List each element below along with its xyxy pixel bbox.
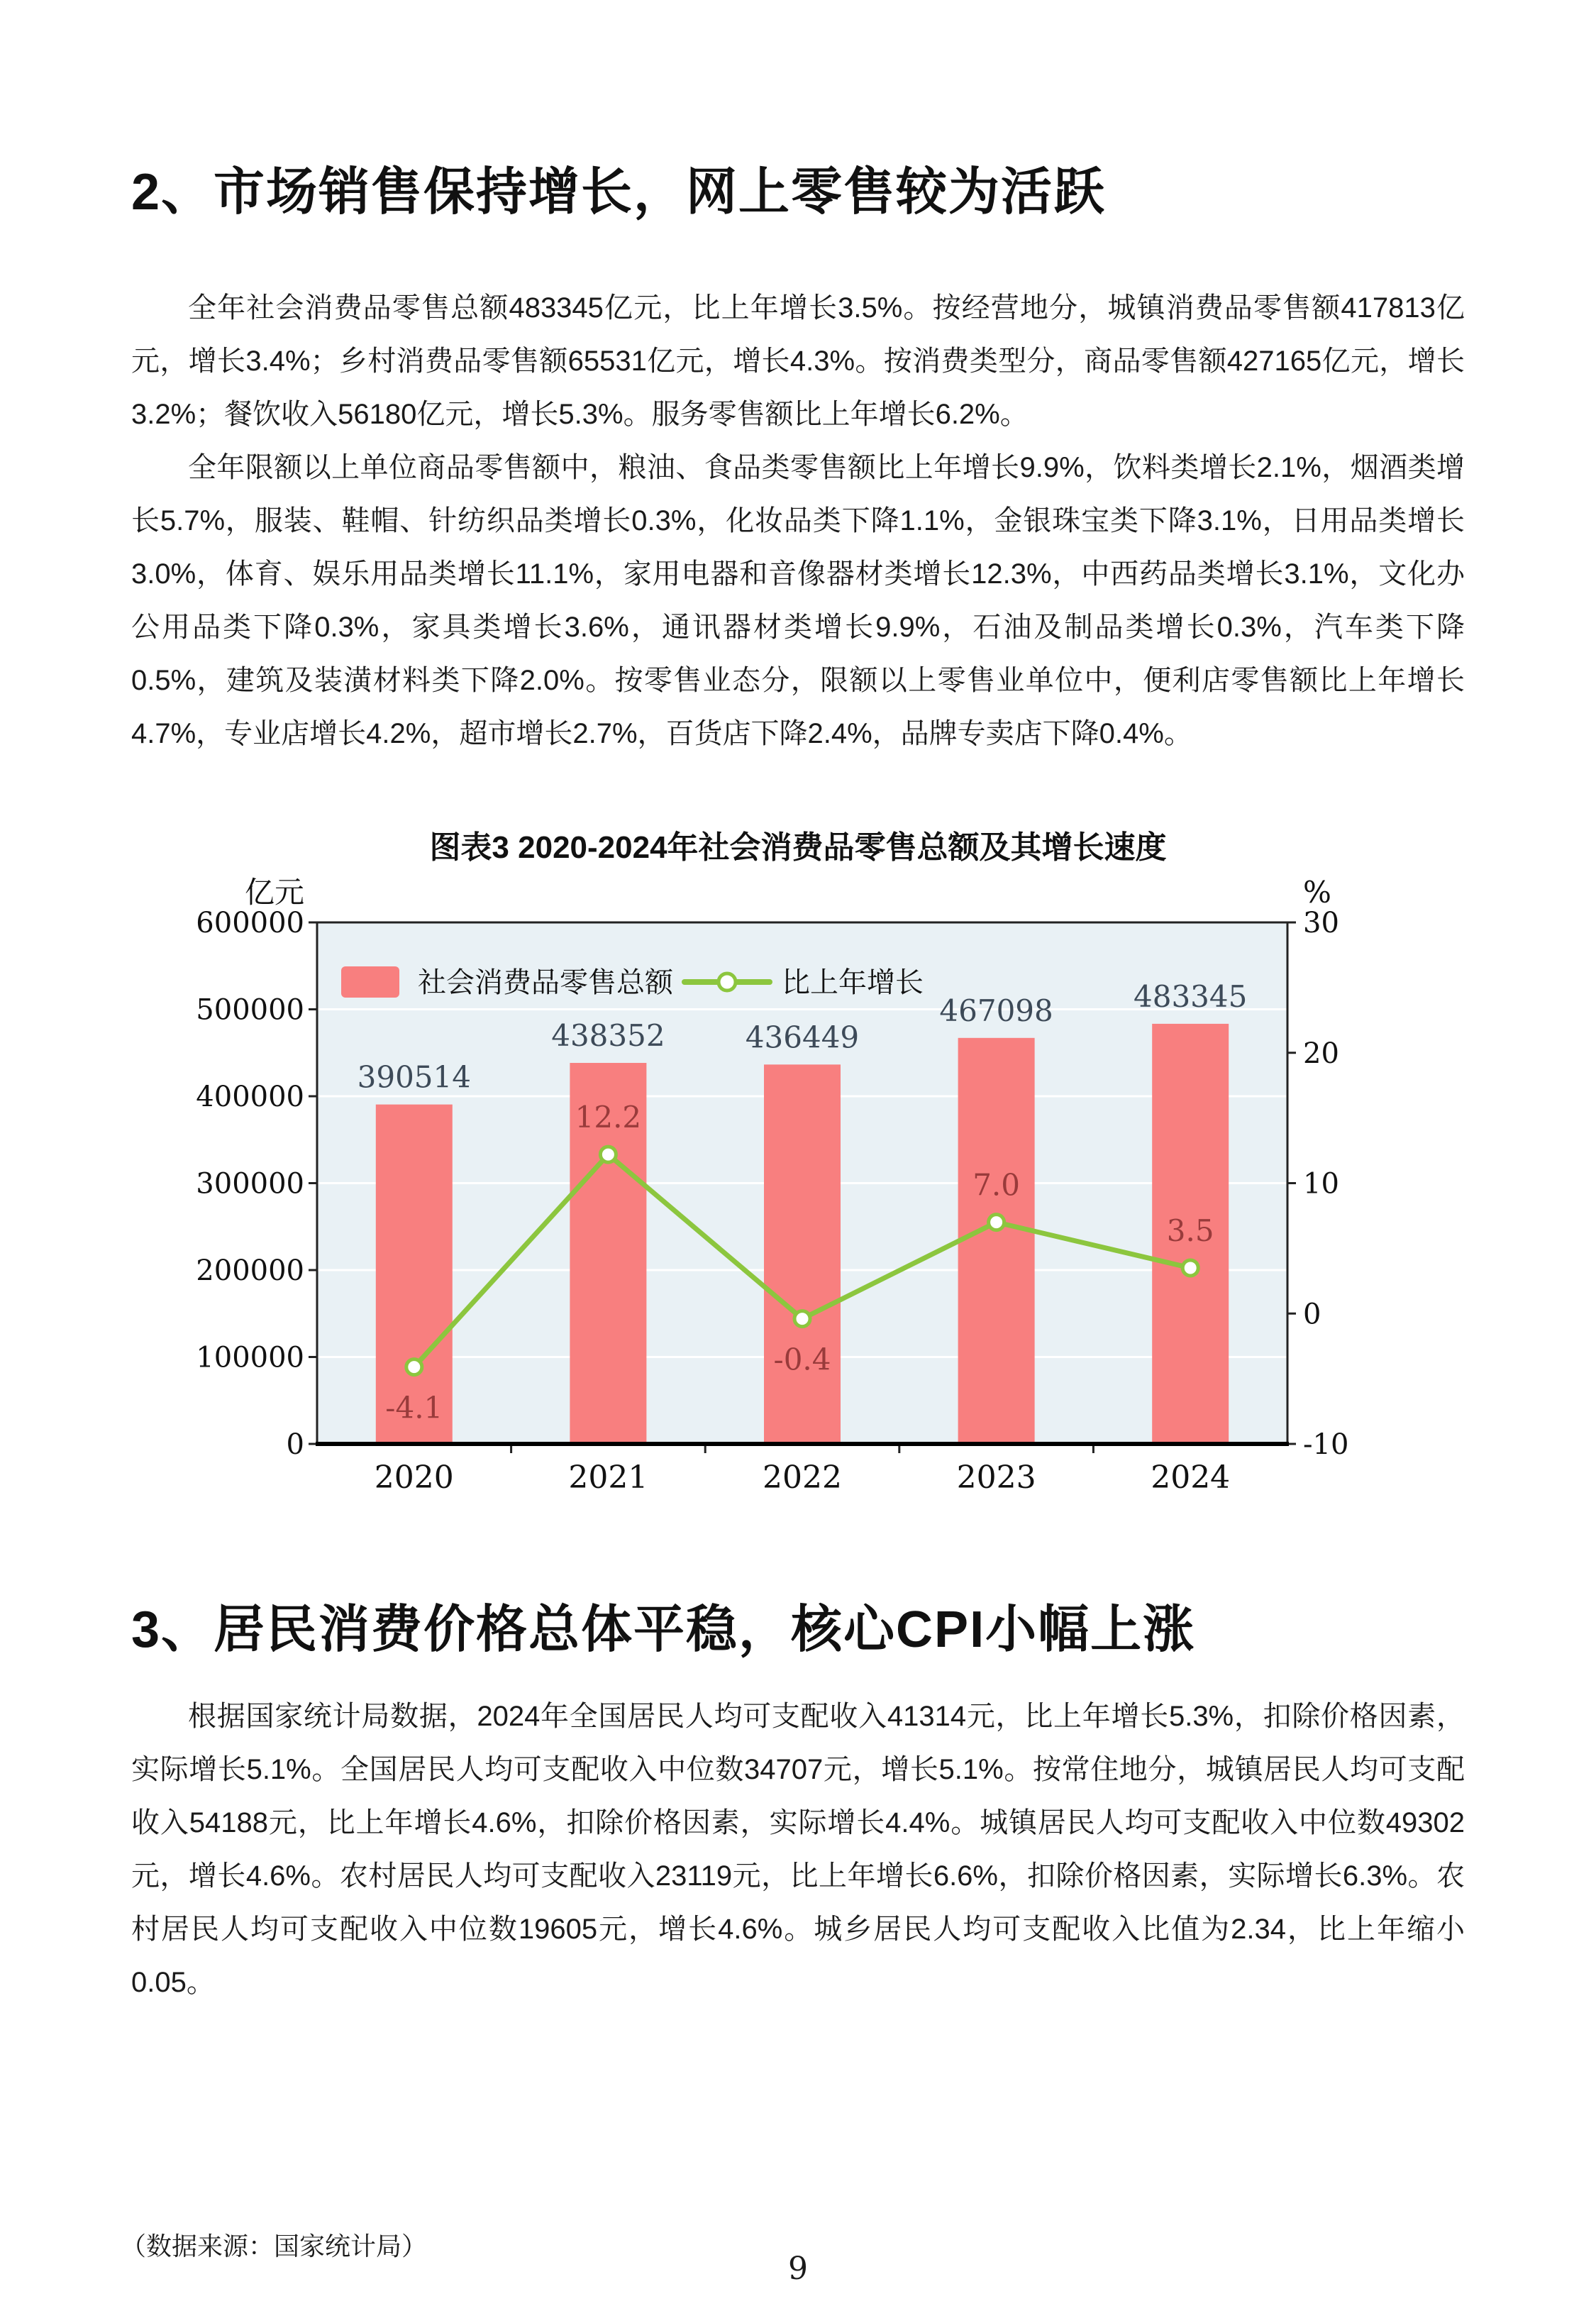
bar-2022 bbox=[764, 1064, 841, 1444]
data-source-note: （数据来源：国家统计局） bbox=[121, 2231, 428, 2261]
bar-line-chart-canvas bbox=[117, 873, 1394, 1511]
growth-value-label: -4.1 bbox=[385, 1390, 443, 1425]
x-axis-label: 2021 bbox=[568, 1460, 648, 1496]
growth-value-label: 12.2 bbox=[575, 1100, 642, 1135]
right-axis-tick-label: -10 bbox=[1303, 1428, 1349, 1461]
left-axis-tick-label: 0 bbox=[286, 1428, 304, 1461]
legend-bar-swatch bbox=[341, 966, 399, 998]
x-axis-label: 2022 bbox=[763, 1460, 842, 1496]
left-axis-tick-label: 400000 bbox=[196, 1081, 304, 1113]
growth-value-label: 3.5 bbox=[1166, 1213, 1214, 1248]
right-axis-tick-label: 10 bbox=[1303, 1167, 1339, 1201]
legend-line-label: 比上年增长 bbox=[782, 966, 924, 999]
section-3-heading: 3、居民消费价格总体平稳，核心CPI小幅上涨 bbox=[131, 1601, 1196, 1658]
x-axis-label: 2023 bbox=[956, 1460, 1036, 1496]
growth-value-label: 7.0 bbox=[972, 1167, 1020, 1203]
paragraph-retail-categories: 全年限额以上单位商品零售额中，粮油、食品类零售额比上年增长9.9%，饮料类增长2.1%，烟酒类增长5.7%，服装、鞋帽、针纺织品类增长0.3%，化妆品类下降1.1%，金银珠宝类下降3.1%，日用品类增长3.0%，体育、娱乐用品类增长11.1%，家用电器和音像器材类增长12.3%，中西药品类增长3.1%，文化办公用品类下降0.3%，家具类增长3.6%，通讯器材类增长9.9%，石油及制品类增长0.3%，汽车类下降0.5%，建筑及装潢材料类下降2.0%。按零售业态分，限额以上零售业单位中，便利店零售额比上年增长4.7%，专业店增长4.2%，超市增长2.7%，百货店下降2.4%，品牌专卖店下降0.4%。 bbox=[131, 452, 1465, 749]
legend-bar-label: 社会消费品零售总额 bbox=[418, 966, 673, 999]
growth-marker-2020 bbox=[406, 1359, 422, 1375]
x-axis-label: 2024 bbox=[1151, 1460, 1231, 1496]
right-axis-tick-label: 30 bbox=[1303, 907, 1339, 939]
x-axis-label: 2020 bbox=[374, 1460, 454, 1496]
left-axis-tick-label: 500000 bbox=[196, 993, 304, 1027]
bar-value-label: 483345 bbox=[1134, 978, 1248, 1014]
bar-value-label: 438352 bbox=[551, 1018, 665, 1054]
section-3-body bbox=[131, 1690, 1465, 2009]
left-axis-unit-label: 亿元 bbox=[244, 875, 304, 910]
chart-title: 图表3 2020-2024年社会消费品零售总额及其增长速度 bbox=[429, 830, 1167, 865]
section-2-heading: 2、市场销售保持增长，网上零售较为活跃 bbox=[131, 164, 1107, 221]
growth-marker-2023 bbox=[989, 1215, 1004, 1230]
left-axis-tick-label: 600000 bbox=[196, 907, 304, 939]
paragraph-retail-totals: 全年社会消费品零售总额483345亿元，比上年增长3.5%。按经营地分，城镇消费品零售额417813亿元，增长3.4%；乡村消费品零售额65531亿元，增长4.3%。按消费类型分，商品零售额427165亿元，增长3.2%；餐饮收入56180亿元，增长5.3%。服务零售额比上年增长6.2%。 bbox=[131, 292, 1465, 430]
right-axis-tick-label: 20 bbox=[1303, 1037, 1339, 1070]
growth-marker-2022 bbox=[794, 1311, 810, 1327]
bar-2023 bbox=[958, 1038, 1035, 1444]
right-axis-tick-label: 0 bbox=[1303, 1298, 1321, 1331]
left-axis-tick-label: 200000 bbox=[196, 1254, 304, 1287]
right-axis-unit-label: % bbox=[1303, 875, 1331, 910]
bar-value-label: 436449 bbox=[745, 1020, 860, 1055]
growth-value-label: -0.4 bbox=[773, 1342, 831, 1377]
bar-value-label: 467098 bbox=[939, 993, 1053, 1028]
paragraph-income: 根据国家统计局数据，2024年全国居民人均可支配收入41314元，比上年增长5.3%，扣除价格因素，实际增长5.1%。全国居民人均可支配收入中位数34707元，增长5.1%。按常住地分，城镇居民人均可支配收入54188元，比上年增长4.6%，扣除价格因素，实际增长4.4%。城镇居民人均可支配收入中位数49302元，增长4.6%。农村居民人均可支配收入23119元，比上年增长6.6%，扣除价格因素，实际增长6.3%。农村居民人均可支配收入中位数19605元，增长4.6%。城乡居民人均可支配收入比值为2.34，比上年缩小0.05。 bbox=[131, 1701, 1465, 1998]
section-2-body bbox=[131, 282, 1465, 761]
page-number: 9 bbox=[788, 2251, 808, 2287]
left-axis-tick-label: 300000 bbox=[196, 1167, 304, 1201]
retail-sales-chart bbox=[117, 873, 1394, 1511]
bar-value-label: 390514 bbox=[357, 1059, 471, 1095]
left-axis-tick-label: 100000 bbox=[196, 1341, 304, 1374]
growth-marker-2021 bbox=[600, 1147, 616, 1162]
growth-marker-2024 bbox=[1182, 1260, 1198, 1276]
legend-line-marker bbox=[719, 973, 736, 991]
